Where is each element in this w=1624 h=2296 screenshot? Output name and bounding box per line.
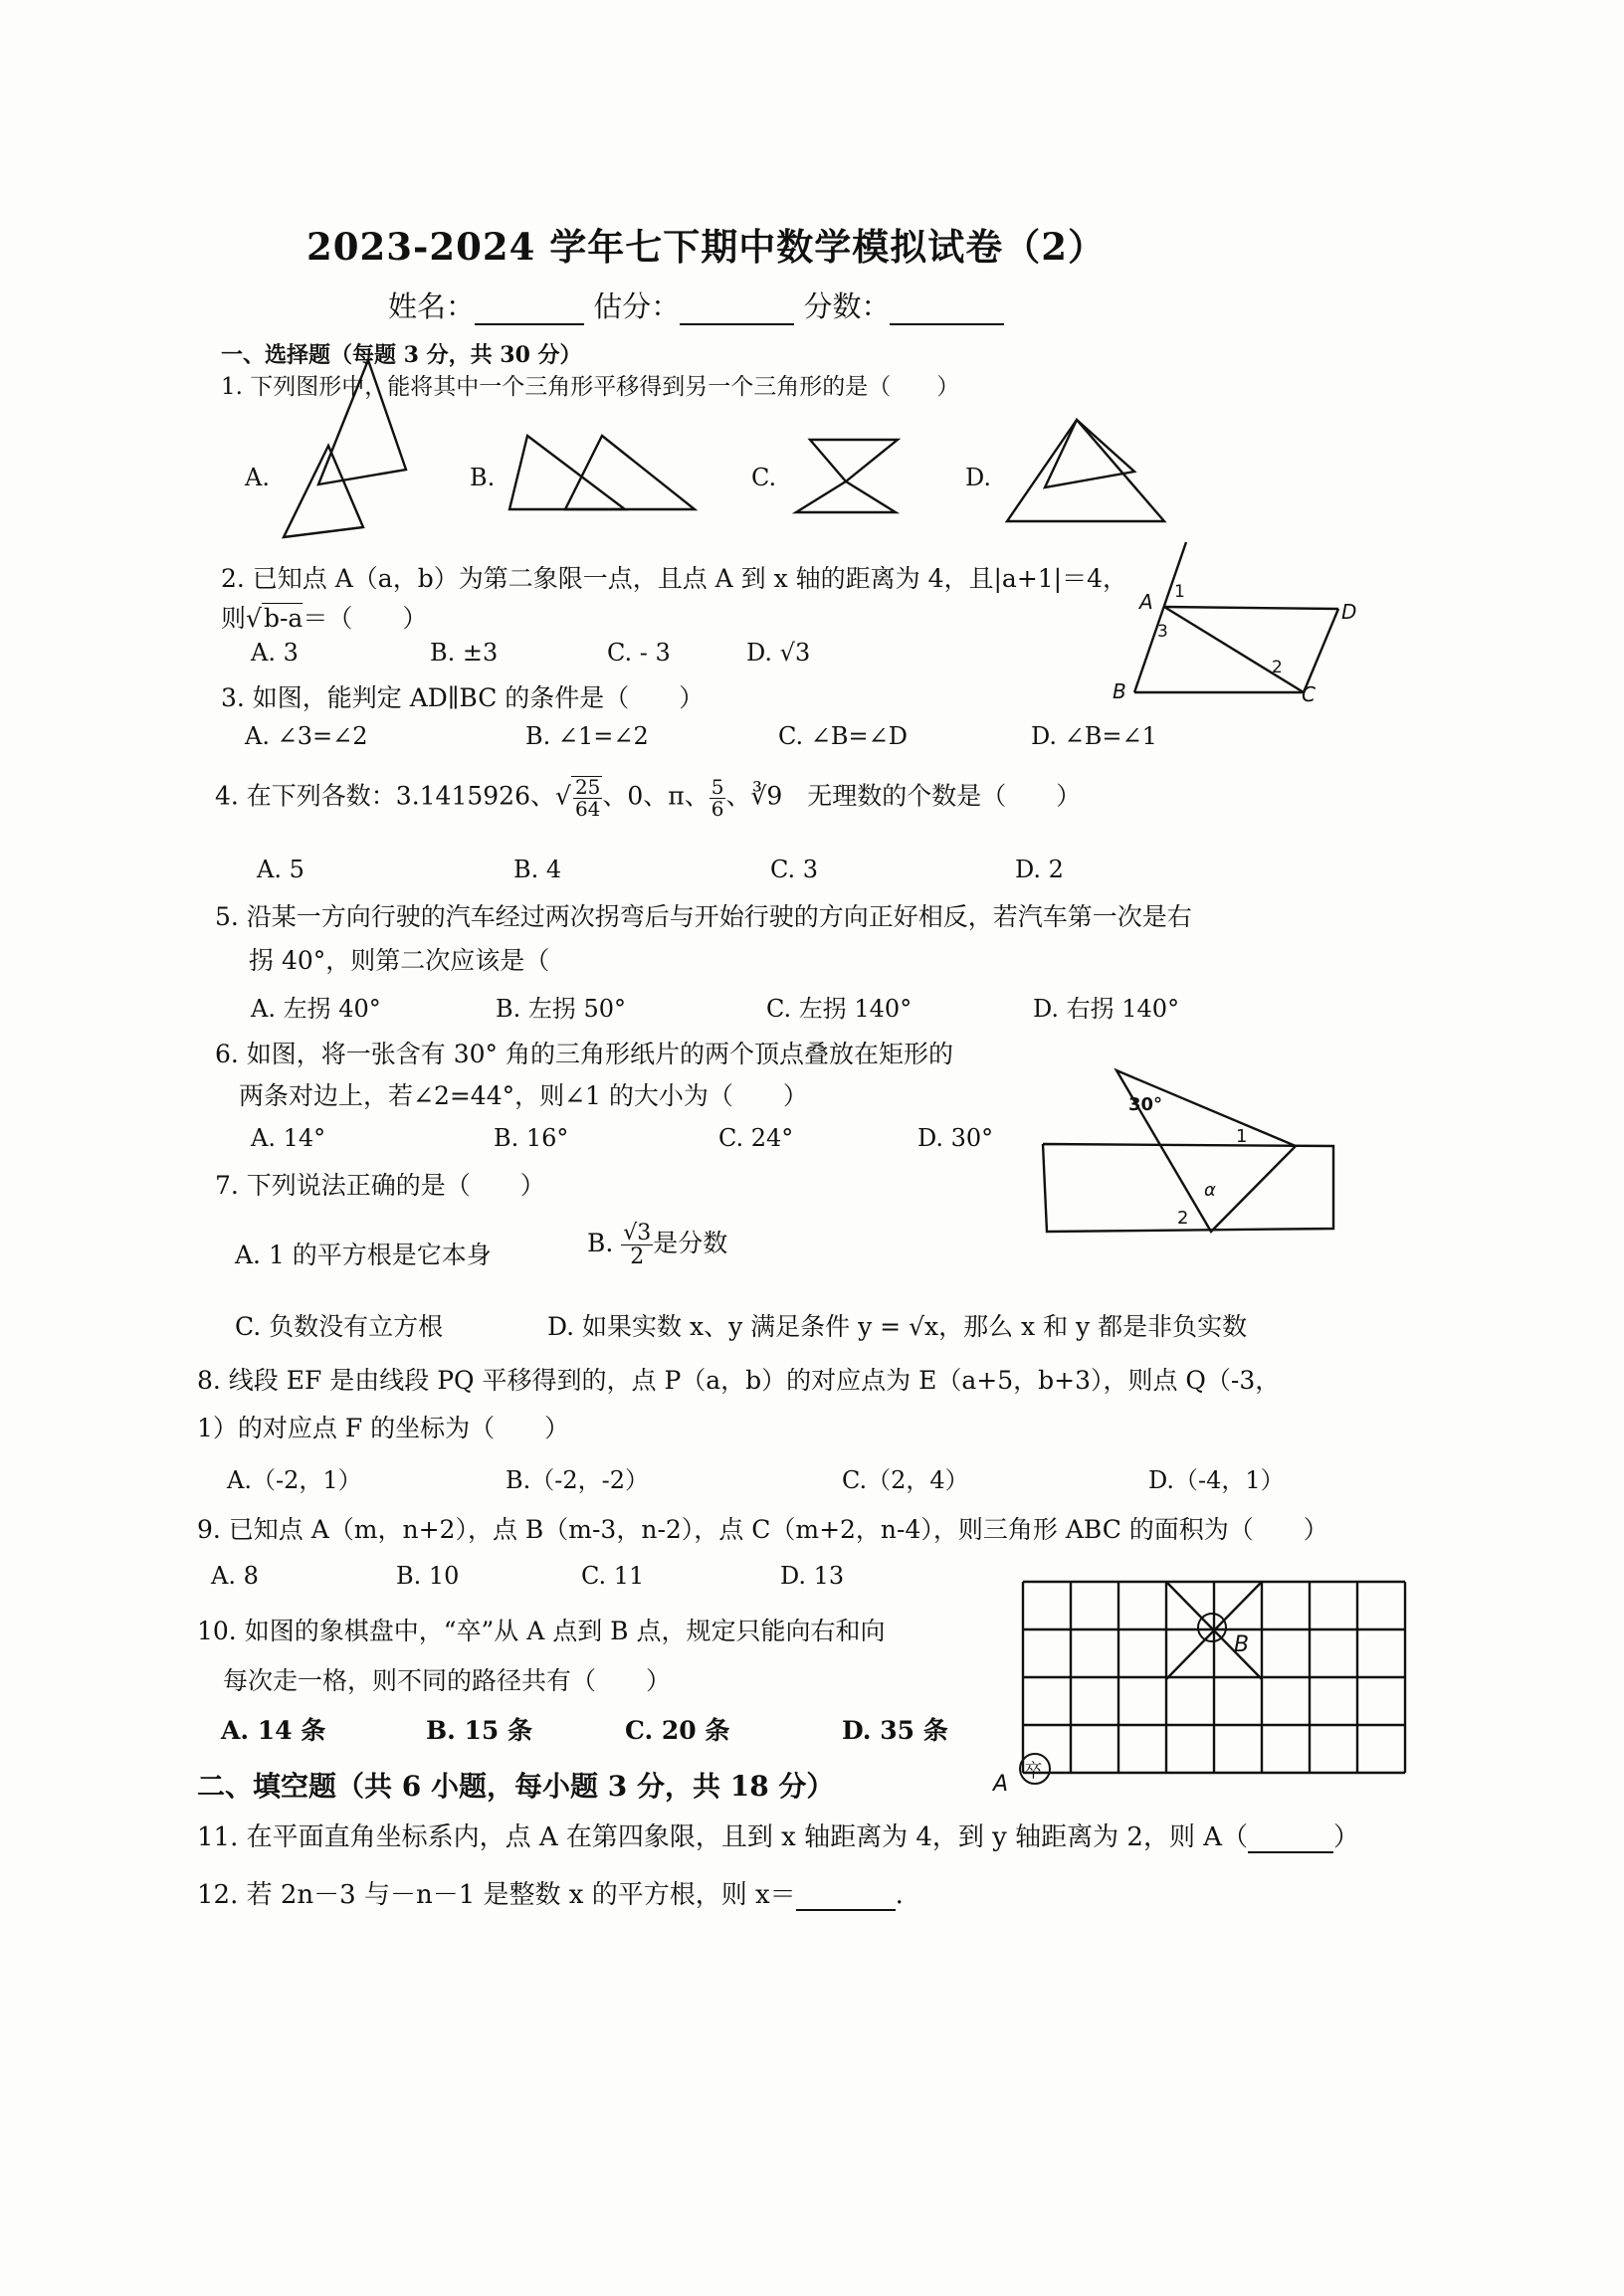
q10-piece-zu-label: 卒 (1024, 1760, 1044, 1782)
q2-stem2-c: ＝（ ） (303, 604, 428, 633)
q9-option-b: B. 10 (396, 1562, 460, 1590)
q4-stem-a: 4. 在下列各数：3.1415926、 (215, 781, 555, 811)
q5-option-b: B. 左拐 50° (496, 995, 627, 1023)
q4-option-c: C. 3 (770, 856, 819, 883)
q4-option-b: B. 4 (513, 856, 562, 883)
q11-stem: 11. 在平面直角坐标系内，点 A 在第四象限，且到 x 轴距离为 4，到 y 轴距离为 2，则 A（ (197, 1822, 1248, 1852)
q9-option-a: A. 8 (211, 1562, 259, 1590)
q8-option-b: B.（-2，-2） (506, 1466, 650, 1494)
q5-option-c: C. 左拐 140° (766, 995, 913, 1023)
q11-blank[interactable] (1248, 1851, 1333, 1853)
q3-label-b: B (1113, 679, 1126, 703)
q3-stem: 3. 如图，能判定 AD∥BC 的条件是（ ） (221, 683, 705, 712)
section2-heading: 二、填空题（共 6 小题，每小题 3 分，共 18 分） (197, 1770, 835, 1803)
q10-option-c: C. 20 条 (625, 1716, 730, 1745)
q3-label-2: 2 (1272, 658, 1283, 677)
q3-label-c: C (1302, 682, 1316, 706)
q10-option-a: A. 14 条 (221, 1716, 326, 1745)
q2-option-c: C. - 3 (607, 639, 671, 667)
q10-label-a: A (993, 1772, 1009, 1797)
q1-label-d: D. (965, 464, 992, 491)
q2-option-d: D. √3 (746, 639, 811, 667)
q7-option-b-num: √3 (623, 1221, 652, 1245)
q7-option-b-prefix: B. (587, 1229, 614, 1258)
sqrt-symbol: √ (246, 604, 262, 633)
q6-option-c: C. 24° (718, 1124, 794, 1152)
q3-label-a: A (1139, 590, 1153, 614)
q12-line (197, 1874, 904, 1911)
q7-option-b-den: 2 (630, 1244, 645, 1270)
q3-option-c: C. ∠B=∠D (778, 722, 908, 750)
q5-stem: 5. 沿某一方向行驶的汽车经过两次拐弯后与开始行驶的方向正好相反，若汽车第一次是右 (215, 902, 1192, 931)
q5-stem2: 拐 40°，则第二次应该是（ (249, 946, 550, 975)
q1-label-b: B. (470, 464, 496, 491)
q1-stem: 1. 下列图形中，能将其中一个三角形平移得到另一个三角形的是（ ） (221, 374, 960, 400)
q10-option-b: B. 15 条 (426, 1716, 533, 1745)
q10-label-b: B (1234, 1632, 1250, 1657)
q4-stem-b: 、0、π、 (602, 781, 710, 811)
q4-frac-num: 5 (710, 774, 724, 799)
q4-sqrt-den: 64 (574, 797, 601, 821)
q10-grid (1023, 1582, 1405, 1773)
q10-stem: 10. 如图的象棋盘中，“卒”从 A 点到 B 点，规定只能向右和向 (197, 1617, 886, 1645)
q7-option-b-post: 是分数 (653, 1229, 728, 1258)
q2-option-a: A. 3 (251, 639, 299, 667)
q6-stem: 6. 如图，将一张含有 30° 角的三角形纸片的两个顶点叠放在矩形的 (215, 1040, 954, 1068)
q6-label-2: 2 (1177, 1208, 1189, 1229)
q6-label-alpha: α (1204, 1180, 1216, 1201)
q3-label-1: 1 (1174, 582, 1185, 602)
q10-option-d: D. 35 条 (842, 1716, 948, 1745)
q6-option-b: B. 16° (494, 1124, 569, 1152)
q6-label-30: 30° (1128, 1094, 1163, 1115)
q6-option-a: A. 14° (251, 1124, 326, 1152)
page-title: 2023-2024 学年七下期中数学模拟试卷（2） (306, 225, 1106, 269)
q7-option-d: D. 如果实数 x、y 满足条件 y = √x，那么 x 和 y 都是非负实数 (547, 1312, 1248, 1341)
q9-stem: 9. 已知点 A（m，n+2），点 B（m-3，n-2），点 C（m+2，n-4），则三角形 ABC 的面积为（ ） (197, 1515, 1328, 1544)
q1-label-c: C. (751, 464, 777, 491)
q7-option-a: A. 1 的平方根是它本身 (235, 1241, 492, 1269)
q2-option-b: B. ±3 (430, 639, 499, 667)
q2-stem: 2. 已知点 A（a，b）为第二象限一点，且点 A 到 x 轴的距离为 4，且|a+1|＝4， (221, 564, 1128, 593)
estimate-label: 估分： (593, 289, 681, 323)
q4-option-d: D. 2 (1015, 856, 1064, 883)
q3-label-3: 3 (1157, 622, 1168, 642)
q6-option-d: D. 30° (917, 1124, 994, 1152)
score-label: 分数： (803, 289, 891, 323)
q10-stem2: 每次走一格，则不同的路径共有（ ） (223, 1666, 672, 1695)
q4-sqrt-num: 25 (574, 775, 601, 799)
q8-option-c: C.（2，4） (842, 1466, 969, 1494)
q5-option-a: A. 左拐 40° (251, 995, 381, 1023)
section1-heading: 一、选择题（每题 3 分，共 30 分） (221, 342, 582, 368)
q8-option-d: D.（-4，1） (1148, 1466, 1285, 1494)
q5-option-d: D. 右拐 140° (1033, 995, 1180, 1023)
q12-blank[interactable] (796, 1909, 896, 1911)
q6-stem2: 两条对边上，若∠2=44°，则∠1 的大小为（ ） (239, 1081, 808, 1110)
q12-stem: 12. 若 2n－3 与－n－1 是整数 x 的平方根，则 x＝ (197, 1880, 796, 1910)
q4-option-a: A. 5 (257, 856, 304, 883)
q4-frac-den: 6 (710, 796, 724, 821)
q8-stem: 8. 线段 EF 是由线段 PQ 平移得到的，点 P（a，b）的对应点为 E（a+5，b+3），则点 Q（-3， (197, 1366, 1281, 1395)
q2-sqrt: b-a (263, 604, 304, 633)
q8-option-a: A.（-2，1） (227, 1466, 362, 1494)
q7-stem: 7. 下列说法正确的是（ ） (215, 1171, 545, 1200)
q3-option-a: A. ∠3=∠2 (245, 722, 368, 750)
q8-stem2: 1）的对应点 F 的坐标为（ ） (197, 1414, 570, 1442)
name-label: 姓名： (388, 289, 476, 323)
q11-tail: ） (1332, 1822, 1359, 1852)
q4-stem-c: 、∛9 无理数的个数是（ ） (725, 781, 1082, 811)
q2-stem2-a: 则 (221, 604, 247, 633)
q3-option-b: B. ∠1=∠2 (525, 722, 649, 750)
q6-label-1: 1 (1236, 1126, 1248, 1147)
q3-label-d: D (1341, 600, 1357, 624)
q1-label-a: A. (245, 464, 270, 491)
q12-tail: . (895, 1880, 904, 1910)
sqrt-symbol: √ (555, 781, 571, 811)
q7-option-c: C. 负数没有立方根 (235, 1312, 444, 1341)
q9-option-c: C. 11 (581, 1562, 645, 1590)
q3-option-d: D. ∠B=∠1 (1031, 722, 1157, 750)
q11-line (197, 1817, 1359, 1853)
q9-option-d: D. 13 (780, 1562, 845, 1590)
